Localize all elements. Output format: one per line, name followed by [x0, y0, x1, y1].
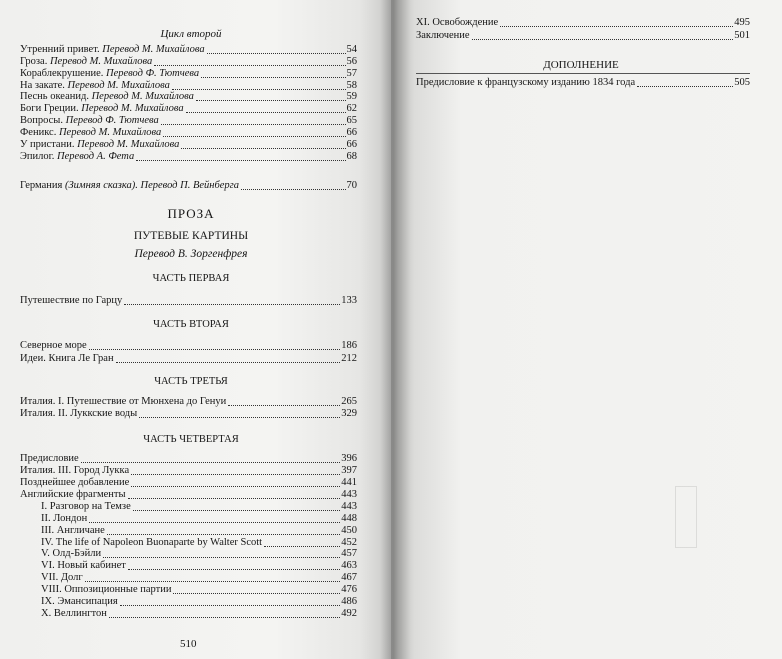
page-number: 397 [341, 464, 357, 476]
toc-entry [41, 596, 357, 608]
entry-title: II. Лондон [41, 512, 88, 524]
entry-translator: Перевод М. Михайлова [81, 103, 184, 115]
page-number: 66 [346, 126, 357, 138]
toc-entry [20, 465, 357, 477]
toc-entry [41, 560, 357, 572]
leader-dots [207, 53, 346, 54]
leader-dots [131, 486, 340, 487]
entry-translator: Перевод Ф. Тютчева [65, 115, 159, 127]
entry-translator: Перевод А. Фета [57, 150, 135, 162]
toc-entry [20, 295, 357, 307]
toc-entry [20, 127, 357, 139]
leader-dots [120, 605, 341, 606]
page-number: 59 [346, 91, 357, 103]
page-number: 186 [341, 340, 357, 351]
entry-title: Позднейшее добавление [20, 476, 130, 488]
page-number: 463 [341, 560, 357, 572]
travel-translator: Перевод В. Зоргенфрея [134, 248, 248, 260]
entry-title: Боги Греции. [20, 103, 82, 115]
entry-title: I. Разговор на Темзе [41, 501, 131, 512]
page-folio: 510 [180, 638, 197, 650]
toc-entry [416, 30, 750, 42]
toc-entry [41, 548, 357, 560]
leader-dots [103, 557, 340, 558]
leader-dots [181, 148, 345, 149]
page-number: 58 [346, 79, 357, 91]
part-two-heading: ЧАСТЬ ВТОРАЯ [153, 319, 229, 330]
entry-title: Северное море [20, 340, 87, 351]
leader-dots [124, 304, 340, 305]
toc-entry [20, 80, 357, 92]
toc-entry [416, 17, 750, 29]
leader-dots [116, 362, 341, 363]
page-number: 452 [341, 536, 357, 548]
part-one-heading: ЧАСТЬ ПЕРВАЯ [152, 273, 230, 284]
page-number: 212 [341, 352, 357, 364]
toc-entry [20, 68, 357, 80]
leader-dots [500, 26, 733, 27]
entry-title: Вопросы. [20, 115, 66, 127]
entry-title: Италия. II. Луккские воды [20, 408, 138, 420]
leader-dots [172, 89, 346, 90]
leader-dots [241, 189, 345, 190]
entry-translator: Перевод М. Михайлова [67, 79, 170, 91]
entry-subtitle: (Зимняя сказка) [64, 180, 136, 191]
page-number: 495 [734, 17, 750, 28]
entry-title: X. Веллингтон [41, 607, 107, 619]
page-number: 505 [734, 77, 750, 88]
entry-title: Гроза. [20, 55, 50, 67]
toc-entry [20, 56, 357, 68]
leader-dots [109, 617, 340, 618]
entry-title: VII. Долг [41, 572, 83, 584]
toc-entry [41, 525, 357, 537]
entry-title: Идеи. Книга Ле Гран [20, 352, 114, 364]
right-page [391, 0, 782, 659]
entry-title: III. Англичане [41, 524, 105, 536]
entry-title: Утренний привет. [20, 44, 103, 55]
travel-pictures-heading: ПУТЕВЫЕ КАРТИНЫ [133, 230, 249, 242]
page-number: 501 [734, 29, 750, 41]
leader-dots [637, 86, 733, 87]
page-number: 450 [341, 524, 357, 536]
entry-title: Кораблекрушение. [20, 67, 106, 79]
leader-dots [128, 569, 340, 570]
leader-dots [228, 405, 340, 406]
leader-dots [85, 581, 341, 582]
entry-translator: Перевод М. Михайлова [77, 138, 180, 150]
page-number: 492 [341, 607, 357, 619]
entry-title: V. Олд-Бэйли [41, 548, 102, 560]
page-number: 443 [341, 488, 357, 500]
page-number: 66 [346, 138, 357, 150]
page-number: 62 [346, 103, 357, 115]
leader-dots [196, 100, 346, 101]
leader-dots [264, 546, 340, 547]
toc-entry [41, 537, 357, 549]
page-number: 396 [341, 453, 357, 464]
entry-translator: Перевод М. Михайлова [49, 55, 153, 67]
leader-dots [201, 77, 345, 78]
leader-dots [81, 462, 341, 463]
page-number: 441 [341, 476, 357, 488]
entry-title: Германия [20, 180, 65, 191]
leader-dots [139, 417, 340, 418]
page-number: 68 [346, 150, 357, 162]
toc-entry [41, 584, 357, 596]
leader-dots [472, 39, 734, 40]
leader-dots [133, 510, 341, 511]
page-number: 265 [341, 396, 357, 407]
page-number: 467 [341, 572, 357, 584]
entry-title: Английские фрагменты [20, 488, 126, 500]
toc-entry [20, 489, 357, 501]
entry-title: IX. Эмансипация [41, 595, 118, 607]
leader-dots [186, 112, 346, 113]
leader-dots [89, 349, 341, 350]
page-number: 70 [346, 180, 357, 191]
toc-entry [20, 453, 357, 465]
toc-entry-germania [20, 180, 357, 192]
page-number: 56 [346, 55, 357, 67]
entry-title: Италия. I. Путешествие от Мюнхена до Генуи [20, 396, 227, 407]
entry-translator: . Перевод П. Вейнберга [135, 180, 240, 191]
toc-entry [416, 77, 750, 89]
toc-entry [20, 151, 357, 163]
toc-entry [20, 139, 357, 151]
entry-title: Путешествие по Гарцу [20, 295, 123, 306]
page-number: 457 [341, 548, 357, 560]
entry-title: VI. Новый кабинет [41, 560, 126, 572]
entry-translator: Перевод М. Михайлова [102, 44, 205, 55]
toc-entry [20, 91, 357, 103]
toc-entry [20, 477, 357, 489]
page-number: 329 [341, 408, 357, 420]
toc-entry [20, 103, 357, 115]
page-number: 486 [341, 595, 357, 607]
entry-title: У пристани. [20, 138, 78, 150]
page-number: 133 [341, 295, 357, 306]
entry-title: Эпилог. [20, 150, 58, 162]
book-gutter [380, 0, 410, 659]
toc-entry [20, 353, 357, 365]
toc-entry [20, 115, 357, 127]
bleed-through-logo [675, 486, 697, 548]
leader-dots [131, 474, 340, 475]
prose-heading: ПРОЗА [167, 206, 215, 221]
page-number: 476 [341, 583, 357, 595]
part-four-heading: ЧАСТЬ ЧЕТВЕРТАЯ [143, 434, 239, 445]
entry-title: Заключение [416, 29, 470, 41]
toc-entry [41, 501, 357, 513]
toc-entry [20, 340, 357, 352]
leader-dots [173, 593, 340, 594]
toc-entry [20, 44, 357, 56]
entry-title: Предисловие [20, 453, 79, 464]
toc-entry [41, 572, 357, 584]
page-number: 443 [341, 501, 357, 512]
entry-title: Феникс. [20, 126, 59, 138]
entry-title: На закате. [20, 79, 68, 91]
leader-dots [107, 534, 340, 535]
entry-translator: Перевод Ф. Тютчева [105, 67, 200, 79]
cycle-heading: Цикл второй [160, 28, 222, 40]
appendix-heading: ДОПОЛНЕНИЕ [543, 59, 619, 71]
leader-dots [163, 136, 345, 137]
leader-dots [154, 65, 345, 66]
appendix-rule [416, 73, 750, 74]
page-number: 54 [346, 44, 357, 55]
page-number: 65 [346, 115, 357, 127]
entry-title: XI. Освобождение [416, 17, 499, 28]
leader-dots [128, 498, 341, 499]
entry-title: Италия. III. Город Лукка [20, 464, 130, 476]
toc-entry [20, 408, 357, 420]
toc-entry [20, 396, 357, 408]
leader-dots [89, 522, 340, 523]
toc-entry [41, 608, 357, 620]
entry-translator: Перевод М. Михайлова [91, 91, 194, 103]
page-number: 448 [341, 512, 357, 524]
part-three-heading: ЧАСТЬ ТРЕТЬЯ [154, 376, 228, 387]
entry-translator: Перевод М. Михайлова [58, 126, 162, 138]
page-number: 57 [346, 67, 357, 79]
entry-title: IV. The life of Napoleon Buonaparte by Walter Scott [41, 536, 263, 548]
leader-dots [161, 124, 346, 125]
entry-title: VIII. Оппозиционные партии [41, 583, 172, 595]
entry-title: Предисловие к французскому изданию 1834 года [416, 77, 636, 88]
toc-entry [41, 513, 357, 525]
leader-dots [136, 160, 345, 161]
entry-title: Песнь океанид. [20, 91, 92, 103]
